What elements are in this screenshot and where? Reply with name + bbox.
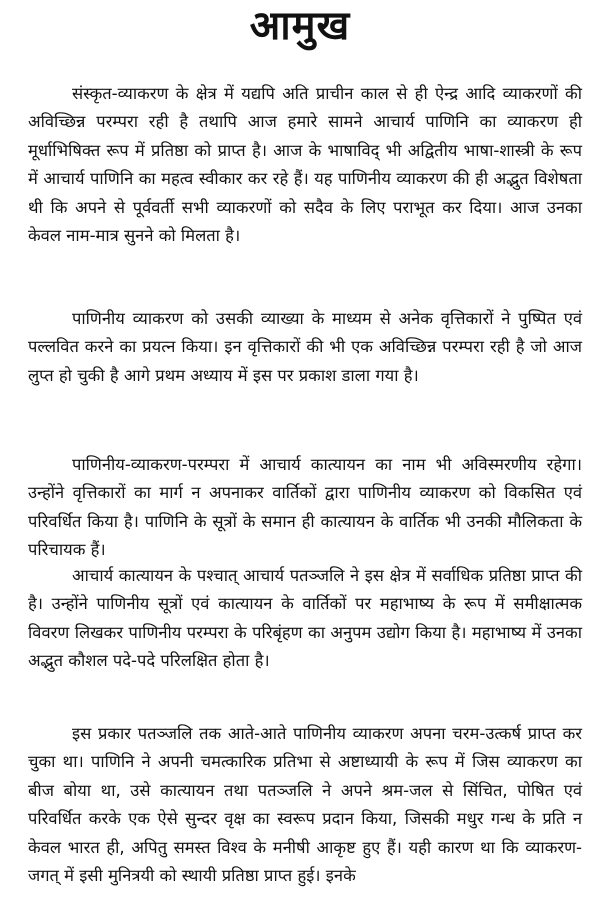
paragraph-2: पाणिनीय व्याकरण को उसकी व्याख्या के माध्यम से अनेक वृत्तिकारों ने पुष्पित एवं पल्लवित करने का प्रयत्न किया। इन वृत्तिकारों की भी एक अविच्छिन्न परम्परा रही है जो आज लुप्त हो चुकी है आगे प्रथम अध्याय में इस पर प्रकाश डाला गया है।: [28, 308, 582, 385]
page-title: आमुख: [249, 3, 351, 49]
paragraph-1: संस्कृत-व्याकरण के क्षेत्र में यद्यपि अति प्राचीन काल से ही ऐन्द्र आदि व्याकरणों की अविच्छिन्न परम्परा रही है तथापि आज हमारे सामने आचार्य पाणिनि का व्याकरण ही मूर्धाभिषिक्त रूप में प्रतिष्ठा को प्राप्त है। आज के भाषाविद् भी अद्वितीय भाषा-शास्त्री के रूप में आचार्य पाणिनि का महत्व स्वीकार कर रहे हैं। यह पाणिनीय व्याकरण की ही अद्भुत विशेषता थी कि अपने से पूर्ववर्ती सभी व्याकरणों को सदैव के लिए पराभूत कर दिया। आज उनका केवल नाम-मात्र सुनने को मिलता है।: [28, 83, 582, 246]
paragraph-4: आचार्य कात्यायन के पश्चात् आचार्य पतञ्जलि ने इस क्षेत्र में सर्वाधिक प्रतिष्ठा प्राप्त की है। उन्होंने पाणिनीय सूत्रों एवं कात्यायन के वार्तिकों पर महाभाष्य के रूप में समीक्षात्मक विवरण लिखकर पाणिनीय परम्परा के परिबृंहण का अनुपम उद्योग किया है। महाभाष्य में उनका अद्भुत कौशल पदे-पदे परिलक्षित होता है।: [28, 565, 582, 671]
paragraph-5: इस प्रकार पतञ्जलि तक आते-आते पाणिनीय व्याकरण अपना चरम-उत्कर्ष प्राप्त कर चुका था। पाणिनि ने अपनी चमत्कारिक प्रतिभा से अष्टाध्यायी के रूप में जिस व्याकरण का बीज बोया था, उसे कात्यायन तथा पतञ्जलि ने अपने श्रम-जल से सिंचित, पोषित एवं परिवर्धित करके एक ऐसे सुन्दर वृक्ष का स्वरूप प्रदान किया, जिसकी मधुर गन्ध के प्रति न केवल भारत ही, अपितु समस्त विश्व के मनीषी आकृष्ट हुए हैं। यही कारण था कि व्याकरण-जगत् में इसी मुनित्रयी को स्थायी प्रतिष्ठा प्राप्त हुई। इनके: [28, 723, 583, 886]
paragraph-3: पाणिनीय-व्याकरण-परम्परा में आचार्य कात्यायन का नाम भी अविस्मरणीय रहेगा। उन्होंने वृत्तिकारों का मार्ग न अपनाकर वार्तिकों द्वारा पाणिनीय व्याकरण को विकसित एवं परिवर्धित किया है। पाणिनि के सूत्रों के समान ही कात्यायन के वार्तिक भी उनकी मौलिकता के परिचायक हैं।: [28, 454, 582, 560]
